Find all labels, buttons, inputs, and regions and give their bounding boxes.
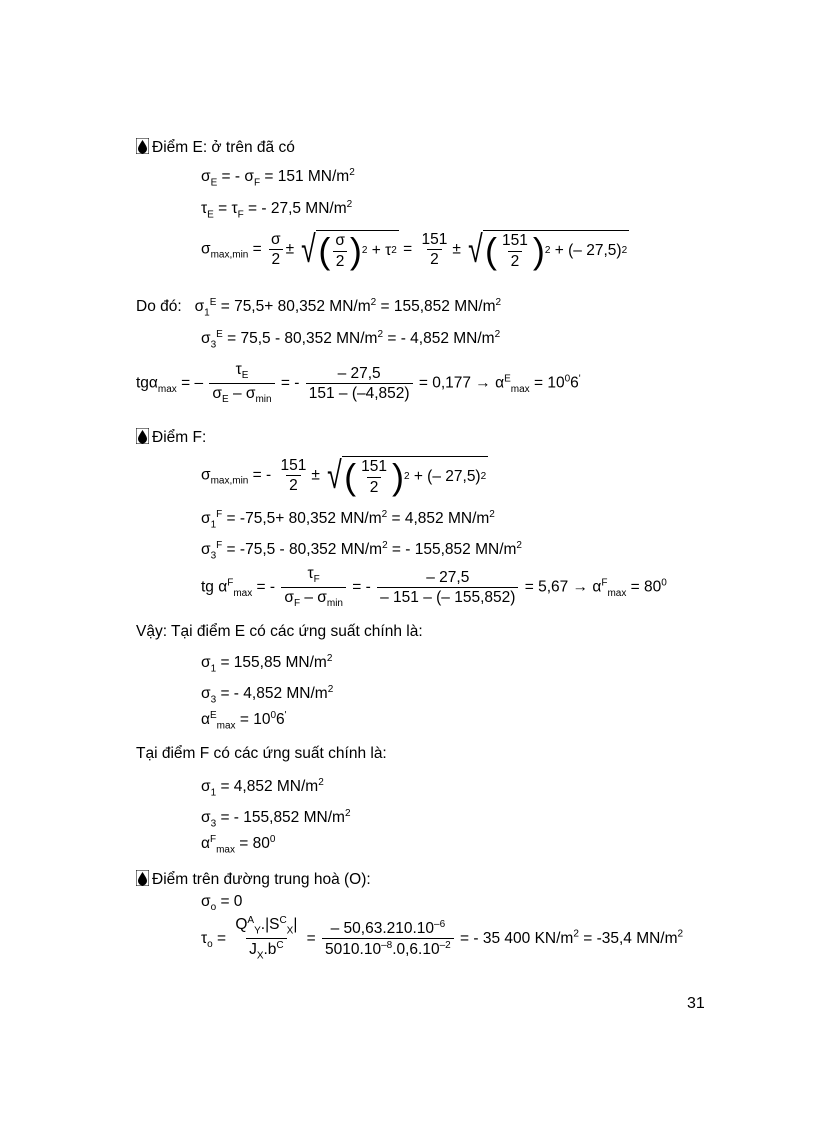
eq-sigma1-e: Do đó: $\sigma_1^E = 75,5+ 80,352$ $MN/m^2 = 155,852$ $MN/m^2$ bbox=[136, 297, 502, 319]
eq-tg-alpha-f: tg $\alpha^F_{max}$ = - $\frac{\tau_F}{\sigma_F - \sigma_{min}}$ = - $\frac{- 27,5}{- 151 - (- 155,852)}$ = $5,67 \to \alpha^F_{max} = 80^0$ bbox=[201, 565, 667, 610]
section-o-heading bbox=[136, 870, 371, 888]
section-e-heading bbox=[136, 138, 295, 156]
summary-e-sigma3: $\sigma_3$ = - 4,852 $MN/m^2$ bbox=[201, 684, 334, 706]
page-number: 31 bbox=[687, 995, 705, 1012]
drop-bullet-icon bbox=[136, 428, 149, 444]
summary-f-alpha: $\alpha^F_{max} = 80^0$ bbox=[201, 834, 276, 856]
drop-bullet-icon bbox=[136, 138, 149, 154]
section-f-title: Điểm F: bbox=[152, 429, 207, 446]
eq-sigma3-e: $\sigma_3^E = 75,5 - 80,352$ $MN/m^2$ = - 4,852 $MN/m^2$ bbox=[201, 329, 501, 351]
eq-sigma-maxmin-f: $\sigma_{max,min}$ = - $\frac{151}{2}$ ± √ ( $\frac{151}{2}$ ) 2 + (– 27,5) 2 bbox=[201, 454, 487, 497]
summary-e-sigma1: $\sigma_1 = 155,85$ $MN/m^2$ bbox=[201, 653, 333, 675]
eq-sigma1-f: $\sigma_1^F = -75,5+ 80,352$ $MN/m^2 = 4,852$ $MN/m^2$ bbox=[201, 509, 495, 531]
section-e-title: Điểm E: ở trên đã có bbox=[152, 139, 295, 156]
summary-f-heading: Tại điểm F có các ứng suất chính là: bbox=[136, 745, 387, 762]
do-do-label: Do đó: bbox=[136, 298, 182, 316]
section-o-title: Điểm trên đường trung hoà (O): bbox=[152, 871, 371, 888]
eq-tg-alpha-e: tgα$_{max}$ = – $\frac{\tau_E}{\sigma_E - \sigma_{min}}$ = - $\frac{- 27,5}{151 - (-4,852)}$ = $0,177 \to \alpha^E_{max} = 10^06'$ bbox=[136, 361, 581, 406]
summary-f-sigma1: $\sigma_1 = 4,852$ $MN/m^2$ bbox=[201, 777, 324, 799]
drop-bullet-icon bbox=[136, 870, 149, 886]
summary-e-heading: Vậy: Tại điểm E có các ứng suất chính là: bbox=[136, 623, 423, 640]
section-f-heading bbox=[136, 428, 206, 446]
eq-sigma3-f: $\sigma_3^F = -75,5 - 80,352$ $MN/m^2$ = - 155,852 $MN/m^2$ bbox=[201, 540, 522, 562]
summary-f-sigma3: $\sigma_3$ = - 155,852 $MN/m^2$ bbox=[201, 808, 351, 830]
eq-tau-o: $\tau_o$ = $\frac{Q^A_Y.|S^C_X|}{J_X.b^C}$ = $\frac{- 50,63.210.10^{-6}}{5010.10^{-8}.0,6.10^{-2}}$ = - 35 400 $KN/m^2 = -35,4$ $MN/m^2$ bbox=[201, 915, 684, 962]
eq-tau-e: $\tau_E = \tau_F$ = - 27,5 $MN/m^2$ bbox=[201, 199, 353, 221]
eq-sigma-e: $\sigma_E$ = - $\sigma_F = 151$ $MN/m^2$ bbox=[201, 167, 355, 189]
eq-sigma-o: $\sigma_o = 0$ bbox=[201, 893, 243, 914]
eq-sigma-maxmin-e: $\sigma_{max,min}$ = $\frac{\sigma}{2}$ ± √ ( $\frac{\sigma}{2}$ ) 2 + τ 2 = $\frac{151}{2}$ ± √ ( $\frac{151}{2}$ ) 2 + (– 27,5) 2 bbox=[201, 228, 628, 271]
summary-e-alpha: $\alpha^E_{max} = 10^06'$ bbox=[201, 710, 287, 732]
